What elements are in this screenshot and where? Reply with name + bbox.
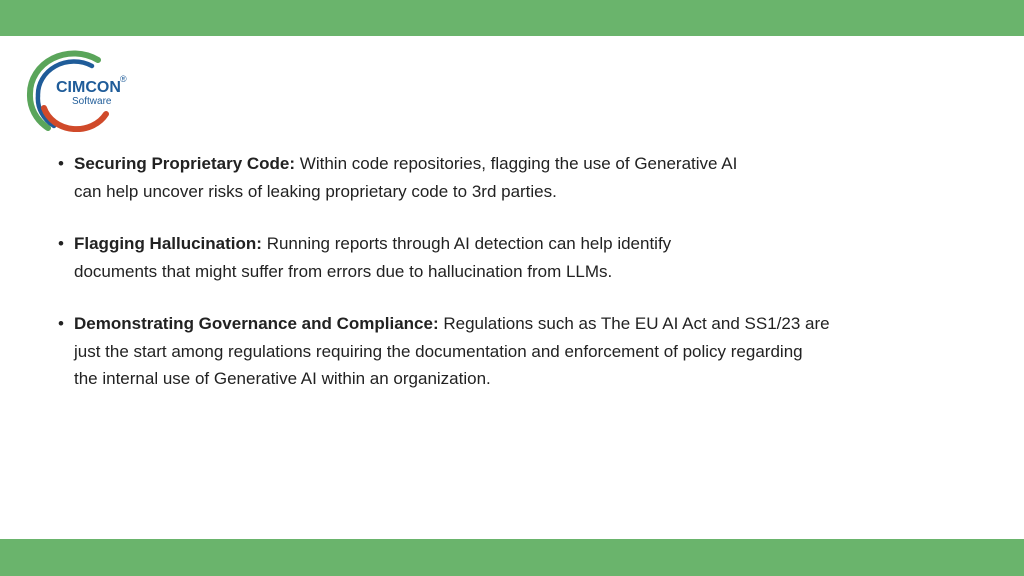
bullet-line-2: documents that might suffer from errors due to hallucination from LLMs.: [74, 261, 613, 281]
logo-registered-mark: ®: [120, 74, 127, 84]
bullet-title: Demonstrating Governance and Compliance:: [74, 314, 439, 333]
top-green-band: [0, 0, 1024, 36]
bullet-line-1: [74, 150, 918, 178]
bullet-line-2: just the start among regulations requiring the documentation and enforcement of policy regarding: [74, 341, 803, 361]
logo-sub-text: Software: [72, 96, 112, 107]
bullet-item: [58, 230, 918, 285]
bullet-line-1: [74, 310, 918, 338]
logo-brand-text: CIMCON: [56, 79, 121, 96]
bullet-dot: •: [58, 154, 64, 173]
bullet-item: [58, 150, 918, 205]
bullet-line-1: [74, 230, 918, 258]
bullet-line-2: can help uncover risks of leaking proprietary code to 3rd parties.: [74, 181, 557, 201]
bullet-title: Flagging Hallucination:: [74, 234, 262, 253]
bullet-text: Within code repositories, flagging the use of Generative AI: [299, 154, 738, 173]
bullet-text: Regulations such as The EU AI Act and SS1/23 are: [443, 314, 830, 333]
bullet-dot: •: [58, 234, 64, 253]
cimcon-logo: [22, 48, 142, 132]
bullet-line-3: the internal use of Generative AI within an organization.: [74, 369, 491, 388]
bullet-list: [58, 150, 918, 418]
bottom-green-band: [0, 539, 1024, 576]
bullet-text: Running reports through AI detection can help identify: [266, 234, 672, 253]
bullet-dot: •: [58, 314, 64, 333]
bullet-item: [58, 310, 918, 393]
bullet-title: Securing Proprietary Code:: [74, 154, 296, 173]
